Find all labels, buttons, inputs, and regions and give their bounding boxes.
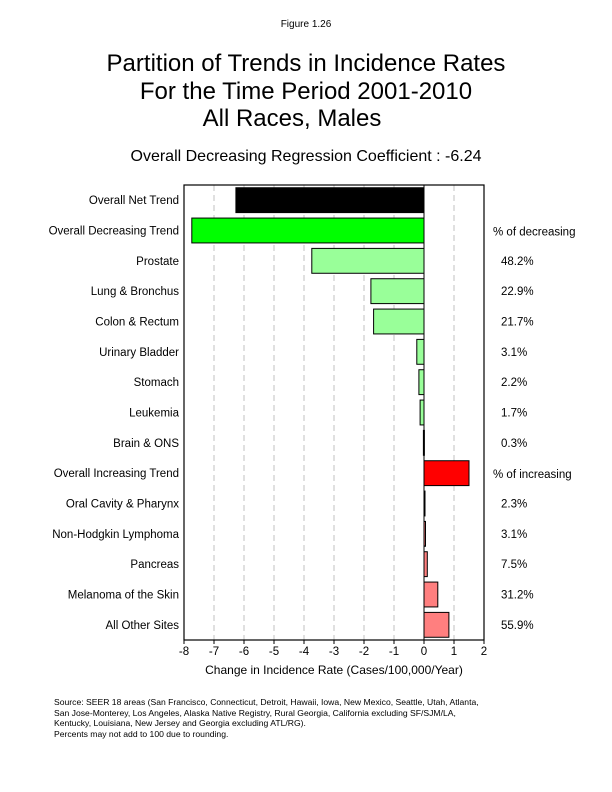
bar	[420, 400, 424, 425]
category-label: Overall Decreasing Trend	[48, 225, 179, 238]
percent-label: 22.9%	[501, 286, 534, 299]
x-tick-label: -7	[208, 646, 220, 658]
x-tick-label: 0	[420, 646, 428, 658]
x-tick-label: -8	[178, 646, 190, 658]
x-tick-label: 2	[480, 646, 488, 658]
percent-header: % of decreasing	[493, 226, 576, 239]
source-note	[54, 697, 584, 739]
x-tick-label: -1	[388, 646, 400, 658]
bar	[374, 309, 424, 334]
percent-label: 3.1%	[501, 346, 528, 359]
figure-label: Figure 1.26	[280, 19, 332, 30]
category-label: Melanoma of the Skin	[67, 589, 179, 602]
source-line-2: San Jose-Monterey, Los Angeles, Alaska Native Registry, Rural Georgia, California excluding SF/SJM/LA,	[54, 707, 456, 718]
category-label: Pancreas	[130, 559, 179, 572]
percent-label: 55.9%	[501, 619, 534, 632]
x-tick-label: -3	[328, 646, 340, 658]
percent-header: % of increasing	[493, 469, 572, 482]
x-axis-label: Change in Incidence Rate (Cases/100,000/Year)	[205, 663, 463, 677]
category-label: Lung & Bronchus	[90, 286, 179, 299]
x-tick-label: -2	[358, 646, 370, 658]
x-tick-label: -6	[238, 646, 250, 658]
bar	[236, 188, 424, 213]
percent-label: 7.5%	[501, 559, 528, 572]
source-line-1: Source: SEER 18 areas (San Francisco, Connecticut, Detroit, Hawaii, Iowa, New Mexico, Seattle, Utah, Atlanta,	[54, 697, 479, 707]
bar	[417, 339, 424, 364]
percent-label: 0.3%	[501, 437, 528, 450]
category-label: Oral Cavity & Pharynx	[65, 498, 179, 511]
bar	[424, 461, 469, 486]
bar	[371, 279, 424, 304]
category-label: Leukemia	[129, 407, 179, 420]
category-label: Colon & Rectum	[95, 316, 179, 329]
bar	[419, 370, 424, 395]
category-label: Overall Increasing Trend	[53, 468, 179, 481]
chart-title-line-1: Partition of Trends in Incidence Rates	[106, 50, 506, 77]
percent-label: 2.3%	[501, 498, 528, 511]
x-tick-label: 1	[450, 646, 458, 658]
chart-title-line-2: For the Time Period 2001-2010	[139, 78, 473, 105]
bar	[192, 218, 424, 243]
category-label: Overall Net Trend	[88, 195, 179, 208]
x-tick-label: -4	[298, 646, 310, 658]
bar	[312, 248, 424, 273]
x-tick-label: -5	[268, 646, 280, 658]
chart-subtitle: Overall Decreasing Regression Coefficient : -6.24	[130, 148, 482, 165]
percent-label: 31.2%	[501, 589, 534, 602]
category-label: Urinary Bladder	[99, 346, 179, 359]
category-label: Prostate	[136, 255, 179, 268]
source-line-3: Kentucky, Louisiana, New Jersey and Georgia excluding ATL/RG).	[54, 718, 306, 729]
percent-label: 1.7%	[501, 407, 528, 420]
percent-label: 21.7%	[501, 316, 534, 329]
bar	[424, 612, 449, 637]
category-label: Brain & ONS	[113, 437, 179, 450]
chart-title-line-3: All Races, Males	[202, 105, 382, 132]
category-label: Non-Hodgkin Lymphoma	[52, 528, 179, 541]
percent-label: 2.2%	[501, 377, 528, 390]
percent-label: 3.1%	[501, 528, 528, 541]
bar	[424, 582, 438, 607]
category-label: All Other Sites	[105, 619, 179, 632]
percent-label: 48.2%	[501, 255, 534, 268]
source-line-4: Percents may not add to 100 due to rounding.	[54, 728, 229, 739]
category-label: Stomach	[133, 377, 179, 390]
